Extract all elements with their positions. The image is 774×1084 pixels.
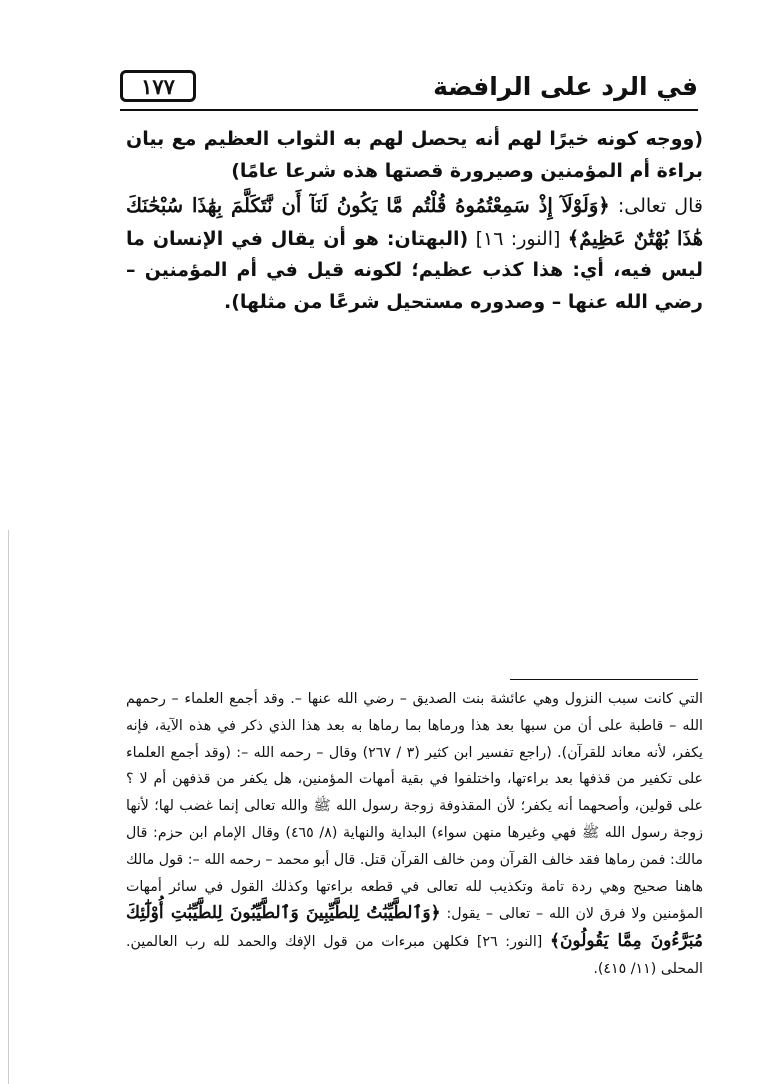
commentary-paragraph: (ووجه كونه خيرًا لهم أنه يحصل لهم به الثواب العظيم مع بيان براءة أم المؤمنين وصيرورة قصتها هذه شرعا عامًا) <box>126 128 703 182</box>
verse-paragraph <box>126 190 703 318</box>
verse-explanation: (البهتان: هو أن يقال في الإنسان ما ليس فيه، أي: هذا كذب عظيم؛ لكونه قيل في أم المؤمنين – رضي الله عنها – وصدوره مستحيل شرعًا من مثلها). <box>126 227 703 313</box>
main-text <box>126 124 703 318</box>
footnote-text-end: [النور: ٢٦] فكلهن مبرءات من قول الإفك والحمد لله رب العالمين. المحلى (١١/ ٤١٥). <box>126 934 703 977</box>
quran-verse: ﴿وَلَوْلَآ إِذْ سَمِعْتُمُوهُ قُلْتُم مَّا يَكُونُ لَنَآ أَن نَّتَكَلَّمَ بِهَٰذَا سُبْحَٰنَكَ هَٰذَا بُهْتَٰنٌ عَظِيمٌ﴾ <box>126 194 703 250</box>
footnote <box>126 686 703 983</box>
verse-reference: [النور: ١٦] <box>475 227 561 250</box>
footnote-separator <box>510 679 698 680</box>
qala-label: قال تعالى: <box>617 195 703 217</box>
footnote-text: التي كانت سبب النزول وهي عائشة بنت الصديق – رضي الله عنها –. وقد أجمع العلماء – رحمهم الله – قاطبة على أن من سبها بعد هذا ورماها بما رماها به بعد هذا الذي ذكر في هذه الآية، فإنه يكفر، لأنه معاند للقرآن). (راجع تفسير ابن كثير (٣ / ٢٦٧) وقال – رحمه الله –: (وقد أجمع العلماء على تكفير من قذفها بعد براءتها، واختلفوا في بقية أمهات المؤمنين، هل يكفر من قذفهن أم لا ؟ على قولين، وأصحهما أنه يكفر؛ لأن المقذوفة زوجة رسول الله ﷺ والله تعالى إنما غضب لها؛ لأنها زوجة رسول الله ﷺ فهي وغيرها منهن سواء) البداية والنهاية (٨/ ٤٦٥) وقال الإمام ابن حزم: قال مالك: فمن رماها فقد خالف القرآن ومن خالف القرآن قتل. قال أبو محمد – رحمه الله –: قول مالك هاهنا صحيح وهي ردة تامة وتكذيب لله تعالى في قطعه براءتها وكذلك القول في سائر أمهات المؤمنين ولا فرق لان الله – تعالى – يقول: <box>126 691 704 923</box>
page-header <box>120 70 698 114</box>
running-title: في الرد على الرافضة <box>433 72 698 101</box>
page-number: ١٧٧ <box>120 70 196 102</box>
header-rule <box>120 109 698 111</box>
footnote-quran-verse: ﴿وَٱلطَّيِّبَٰتُ لِلطَّيِّبِينَ وَٱلطَّيِّبُونَ لِلطَّيِّبَٰتِ أُوْلَٰٓئِكَ مُبَرَّءُونَ مِمَّا يَقُولُونَ﴾ <box>126 903 703 952</box>
scan-edge <box>8 530 9 1084</box>
